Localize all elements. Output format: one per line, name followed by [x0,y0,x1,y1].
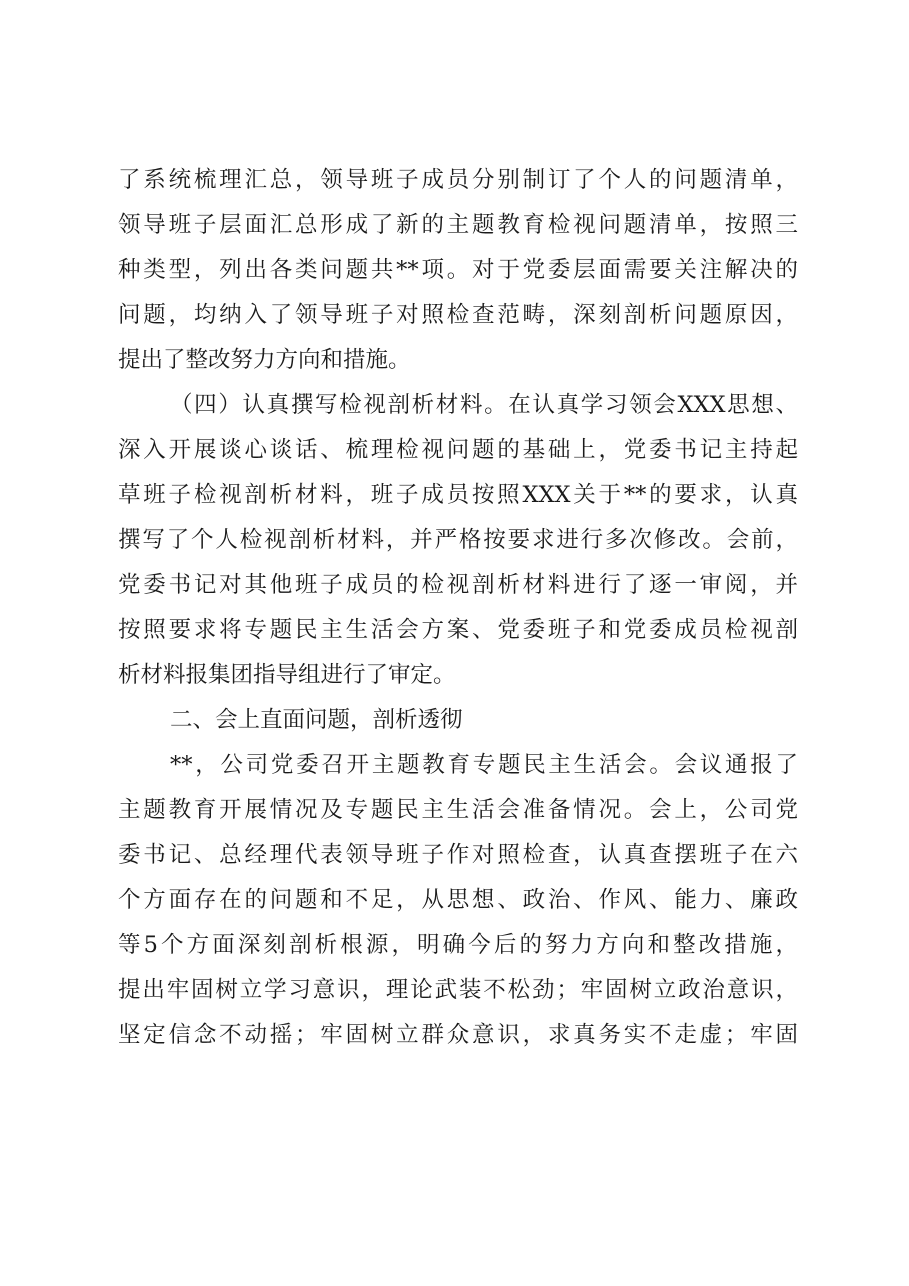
text-line: 党委书记对其他班子成员的检视剖析材料进行了逐一审阅，并 [118,572,798,598]
text-line: 草班子检视剖析材料，班子成员按照XXX关于**的要求，认真 [118,482,798,508]
section-heading-line: （四）认真撰写检视剖析材料。在认真学习领会XXX思想、 [170,392,798,418]
text-line: 深入开展谈心谈话、梳理检视问题的基础上，党委书记主持起 [118,437,798,463]
text-line: 问题，均纳入了领导班子对照检查范畴，深刻剖析问题原因， [118,302,798,328]
text-line: 撰写了个人检视剖析材料，并严格按要求进行多次修改。会前， [118,527,798,553]
text-line: 析材料报集团指导组进行了审定。 [118,662,456,688]
text-line: 提出牢固树立学习意识，理论武装不松劲；牢固树立政治意识， [118,977,798,1003]
text-line: 按照要求将专题民主生活会方案、党委班子和党委成员检视剖 [118,617,798,643]
text-line: 种类型，列出各类问题共**项。对于党委层面需要关注解决的 [118,257,798,283]
text-line: 领导班子层面汇总形成了新的主题教育检视问题清单，按照三 [118,212,798,238]
text-line: 等5个方面深刻剖析根源，明确今后的努力方向和整改措施， [118,932,798,958]
section-heading: 二、会上直面问题，剖析透彻 [170,707,463,733]
text-line: 个方面存在的问题和不足，从思想、政治、作风、能力、廉政 [118,887,798,913]
text-line: 委书记、总经理代表领导班子作对照检查，认真查摆班子在六 [118,842,798,868]
text-line: **，公司党委召开主题教育专题民主生活会。会议通报了 [170,752,798,778]
text-line: 了系统梳理汇总，领导班子成员分别制订了个人的问题清单， [118,167,798,193]
text-line: 提出了整改努力方向和措施。 [118,347,411,373]
text-line: 坚定信念不动摇；牢固树立群众意识，求真务实不走虚；牢固 [118,1022,798,1048]
text-line: 主题教育开展情况及专题民主生活会准备情况。会上，公司党 [118,797,798,823]
document-body [118,158,798,1058]
